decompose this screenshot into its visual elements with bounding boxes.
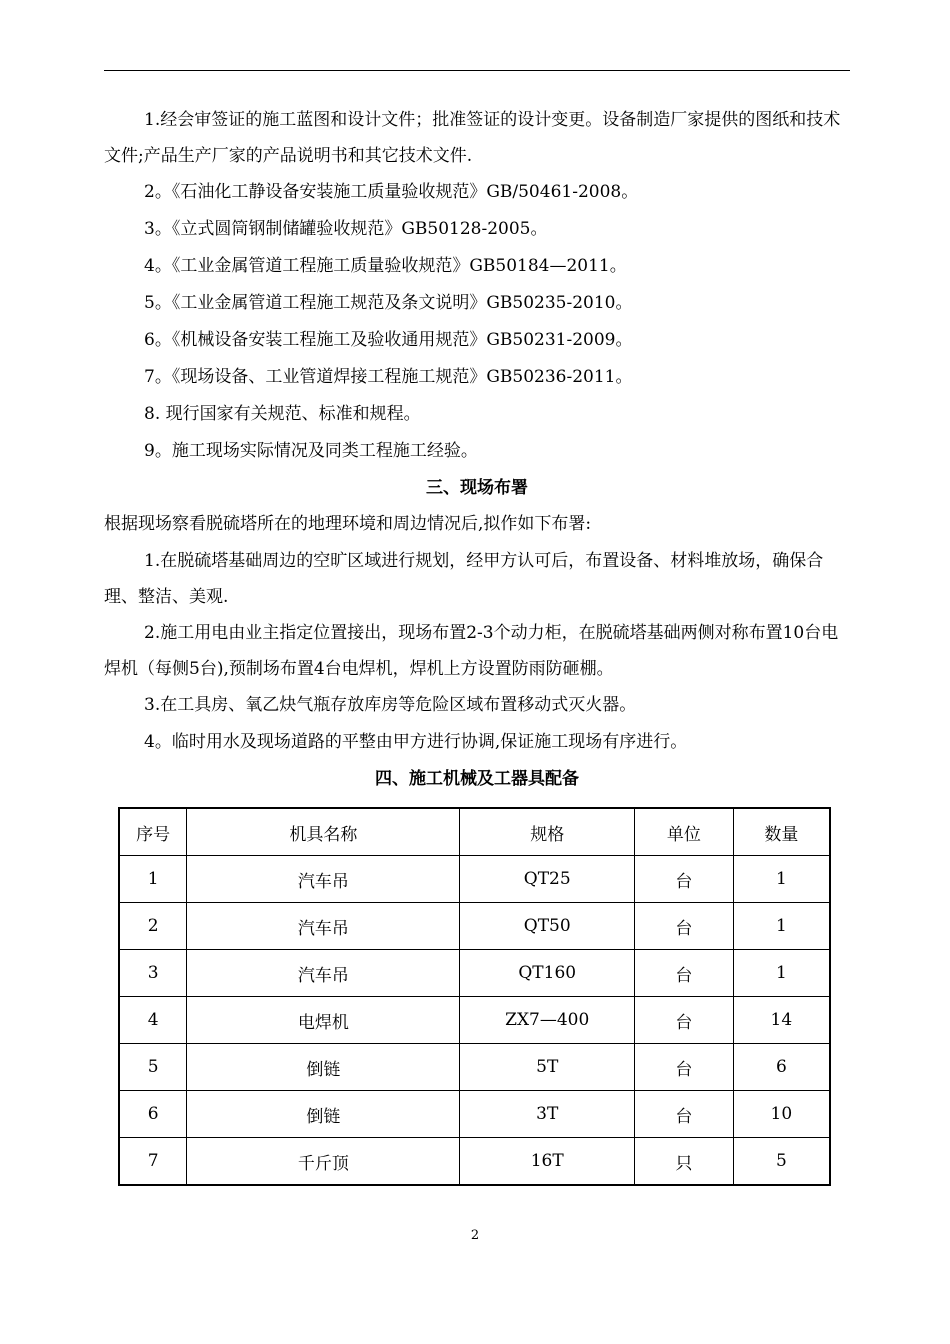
header-cell: 数量 [733, 808, 830, 856]
table-cell: QT160 [460, 950, 635, 997]
table-cell: 4 [119, 997, 187, 1044]
page-number: 2 [470, 1228, 480, 1243]
table-cell: 5 [119, 1044, 187, 1091]
table-cell: 16T [460, 1138, 635, 1186]
table-row [119, 950, 830, 997]
table-cell: 台 [635, 903, 734, 950]
table-cell: 1 [733, 950, 830, 997]
layout-item: 4。临时用水及现场道路的平整由甲方进行协调,保证施工现场有序进行。 [144, 732, 688, 752]
table-cell: 10 [733, 1091, 830, 1138]
layout-item: 2.施工用电由业主指定位置接出，现场布置2-3个动力柜，在脱硫塔基础两侧对称布置10台电焊机（每侧5台),预制场布置4台电焊机，焊机上方设置防雨防砸棚。 [104, 623, 839, 679]
table-row [119, 1138, 830, 1186]
equipment-table [118, 807, 831, 1186]
table-cell: 台 [635, 856, 734, 903]
header-cell: 机具名称 [187, 808, 460, 856]
document-body [104, 102, 850, 797]
table-cell: ZX7—400 [460, 997, 635, 1044]
table-cell: 1 [733, 903, 830, 950]
table-cell: 倒链 [187, 1044, 460, 1091]
table-cell: 3 [119, 950, 187, 997]
table-cell: 汽车吊 [187, 950, 460, 997]
table-cell: 只 [635, 1138, 734, 1186]
table-cell: 5 [733, 1138, 830, 1186]
table-cell: 倒链 [187, 1091, 460, 1138]
table-cell: QT50 [460, 903, 635, 950]
table-row [119, 856, 830, 903]
table-cell: 6 [733, 1044, 830, 1091]
table-cell: 台 [635, 1044, 734, 1091]
table-row [119, 1091, 830, 1138]
table-cell: 2 [119, 903, 187, 950]
reference-item: 1.经会审签证的施工蓝图和设计文件；批准签证的设计变更。设备制造厂家提供的图纸和技术文件;产品生产厂家的产品说明书和其它技术文件. [104, 110, 841, 166]
table-cell: 1 [733, 856, 830, 903]
table-cell: 千斤顶 [187, 1138, 460, 1186]
table-cell: 1 [119, 856, 187, 903]
header-rule [104, 70, 850, 71]
reference-item: 5。《工业金属管道工程施工规范及条文说明》GB50235-2010。 [144, 293, 633, 313]
table-row [119, 903, 830, 950]
reference-item: 2。《石油化工静设备安装施工质量验收规范》GB/50461-2008。 [144, 182, 639, 202]
header-cell: 单位 [635, 808, 734, 856]
reference-item: 6。《机械设备安装工程施工及验收通用规范》GB50231-2009。 [144, 330, 633, 350]
reference-item: 7。《现场设备、工业管道焊接工程施工规范》GB50236-2011。 [144, 367, 633, 387]
table-cell: 汽车吊 [187, 856, 460, 903]
section4-title: 四、施工机械及工器具配备 [375, 769, 579, 789]
reference-item: 3。《立式圆筒钢制储罐验收规范》GB50128-2005。 [144, 219, 548, 239]
reference-item: 9。施工现场实际情况及同类工程施工经验。 [144, 441, 478, 461]
reference-item: 4。《工业金属管道工程施工质量验收规范》GB50184—2011。 [144, 256, 627, 276]
table-cell: QT25 [460, 856, 635, 903]
table-cell: 3T [460, 1091, 635, 1138]
table-cell: 7 [119, 1138, 187, 1186]
table-cell: 6 [119, 1091, 187, 1138]
layout-item: 3.在工具房、氧乙炔气瓶存放库房等危险区域布置移动式灭火器。 [144, 695, 637, 715]
table-cell: 电焊机 [187, 997, 460, 1044]
table-cell: 汽车吊 [187, 903, 460, 950]
table-cell: 14 [733, 997, 830, 1044]
table-cell: 5T [460, 1044, 635, 1091]
table-header-row [119, 808, 830, 856]
table-cell: 台 [635, 950, 734, 997]
header-cell: 规格 [460, 808, 635, 856]
section3-title: 三、现场布署 [426, 478, 528, 498]
table-cell: 台 [635, 997, 734, 1044]
reference-item: 8. 现行国家有关规范、标准和规程。 [144, 404, 421, 424]
section3-intro: 根据现场察看脱硫塔所在的地理环境和周边情况后,拟作如下布署: [104, 514, 592, 534]
header-cell: 序号 [119, 808, 187, 856]
table-cell: 台 [635, 1091, 734, 1138]
layout-item: 1.在脱硫塔基础周边的空旷区域进行规划，经甲方认可后，布置设备、材料堆放场，确保合理、整洁、美观. [104, 551, 824, 607]
table-row [119, 1044, 830, 1091]
table-row [119, 997, 830, 1044]
